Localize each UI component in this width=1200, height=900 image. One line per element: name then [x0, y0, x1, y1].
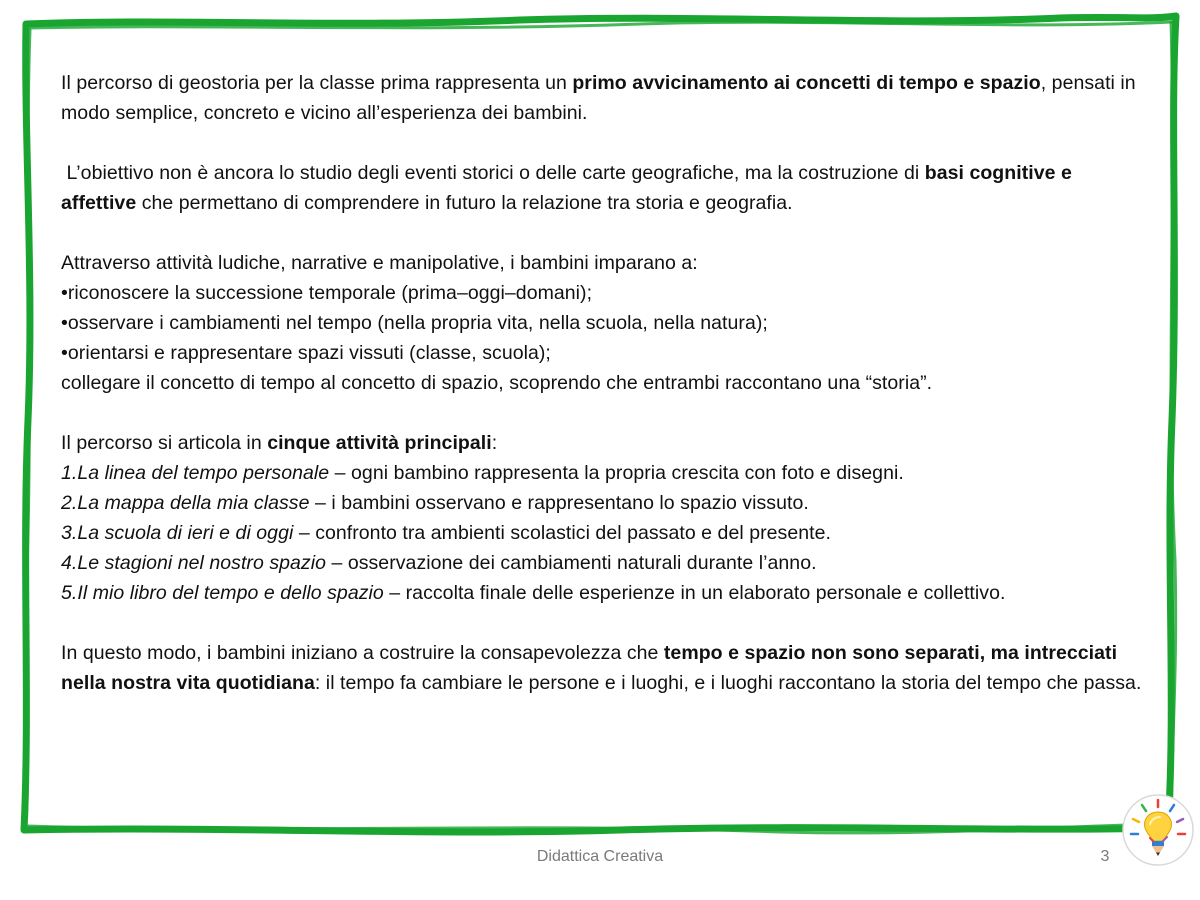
activity-number: 5. [61, 582, 78, 604]
activity-title: Il mio libro del tempo e dello spazio [77, 582, 384, 604]
activity-number: 2. [61, 492, 78, 514]
activity-description: – osservazione dei cambiamenti naturali durante l’anno. [325, 552, 817, 574]
slide-body [61, 68, 1151, 698]
paragraph-conclusion [61, 638, 1151, 698]
bullet-item: •orientarsi e rappresentare spazi vissuti (classe, scuola); [61, 342, 551, 364]
activity-description: – raccolta finale delle esperienze in un elaborato personale e collettivo. [383, 582, 1006, 604]
paragraph-objective [61, 158, 1151, 218]
activity-title: La linea del tempo personale [77, 462, 330, 484]
activity-number: 4. [61, 552, 78, 574]
activity-number: 3. [61, 522, 78, 544]
paragraph-objective-bold: basi cognitive e affettive [61, 162, 1078, 214]
activity-number: 1. [61, 462, 78, 484]
paragraph-intro [61, 68, 1151, 128]
paragraph-objective-text-a: L’obiettivo non è ancora lo studio degli eventi storici o delle carte geografiche, ma la costruzione di [61, 162, 925, 184]
activity-title: La mappa della mia classe [77, 492, 310, 514]
activity-item [61, 548, 1151, 578]
bullet-item: •osservare i cambiamenti nel tempo (nella propria vita, nella scuola, nella natura); [61, 312, 768, 334]
lightbulb-pencil-logo-icon [1120, 792, 1196, 868]
conclusion-text-b: : il tempo fa cambiare le persone e i luoghi, e i luoghi raccontano la storia del tempo che passa. [314, 672, 1142, 694]
paragraph-learning-intro: Attraverso attività ludiche, narrative e manipolative, i bambini imparano a: [61, 252, 698, 274]
activity-item [61, 488, 1151, 518]
paragraph-intro-text-b: , pensati in modo semplice, concreto e vicino all’esperienza dei bambini. [61, 72, 1136, 124]
footer-title: Didattica Creativa [536, 848, 664, 865]
activities-intro-text-a: Il percorso si articola in [61, 432, 268, 454]
activity-description: – i bambini osservano e rappresentano lo spazio vissuto. [309, 492, 809, 514]
bullet-item: •riconoscere la successione temporale (prima–oggi–domani); [61, 282, 593, 304]
conclusion-bold: tempo e spazio non sono separati, ma intrecciati nella nostra vita quotidiana [61, 642, 1118, 694]
activities-intro-text-b: : [491, 432, 498, 454]
activity-item [61, 518, 1151, 548]
activity-title: La scuola di ieri e di oggi [77, 522, 294, 544]
paragraph-learning-closing: collegare il concetto di tempo al concetto di spazio, scoprendo che entrambi raccontano una “storia”. [61, 372, 933, 394]
paragraph-intro-text-a: Il percorso di geostoria per la classe prima rappresenta un [61, 72, 573, 94]
paragraph-objective-text-b: che permettano di comprendere in futuro la relazione tra storia e geografia. [136, 192, 793, 214]
activities-intro-bold: cinque attività principali [267, 432, 492, 454]
activity-item [61, 578, 1151, 608]
paragraph-intro-bold: primo avvicinamento ai concetti di tempo e spazio [572, 72, 1041, 94]
conclusion-text-a: In questo modo, i bambini iniziano a costruire la consapevolezza che [61, 642, 664, 664]
activity-item [61, 458, 1151, 488]
page-number: 3 [1100, 848, 1110, 865]
activity-description: – confronto tra ambienti scolastici del passato e del presente. [293, 522, 831, 544]
paragraph-activities-intro [61, 428, 1151, 458]
activity-title: Le stagioni nel nostro spazio [77, 552, 326, 574]
activity-description: – ogni bambino rappresenta la propria crescita con foto e disegni. [329, 462, 904, 484]
